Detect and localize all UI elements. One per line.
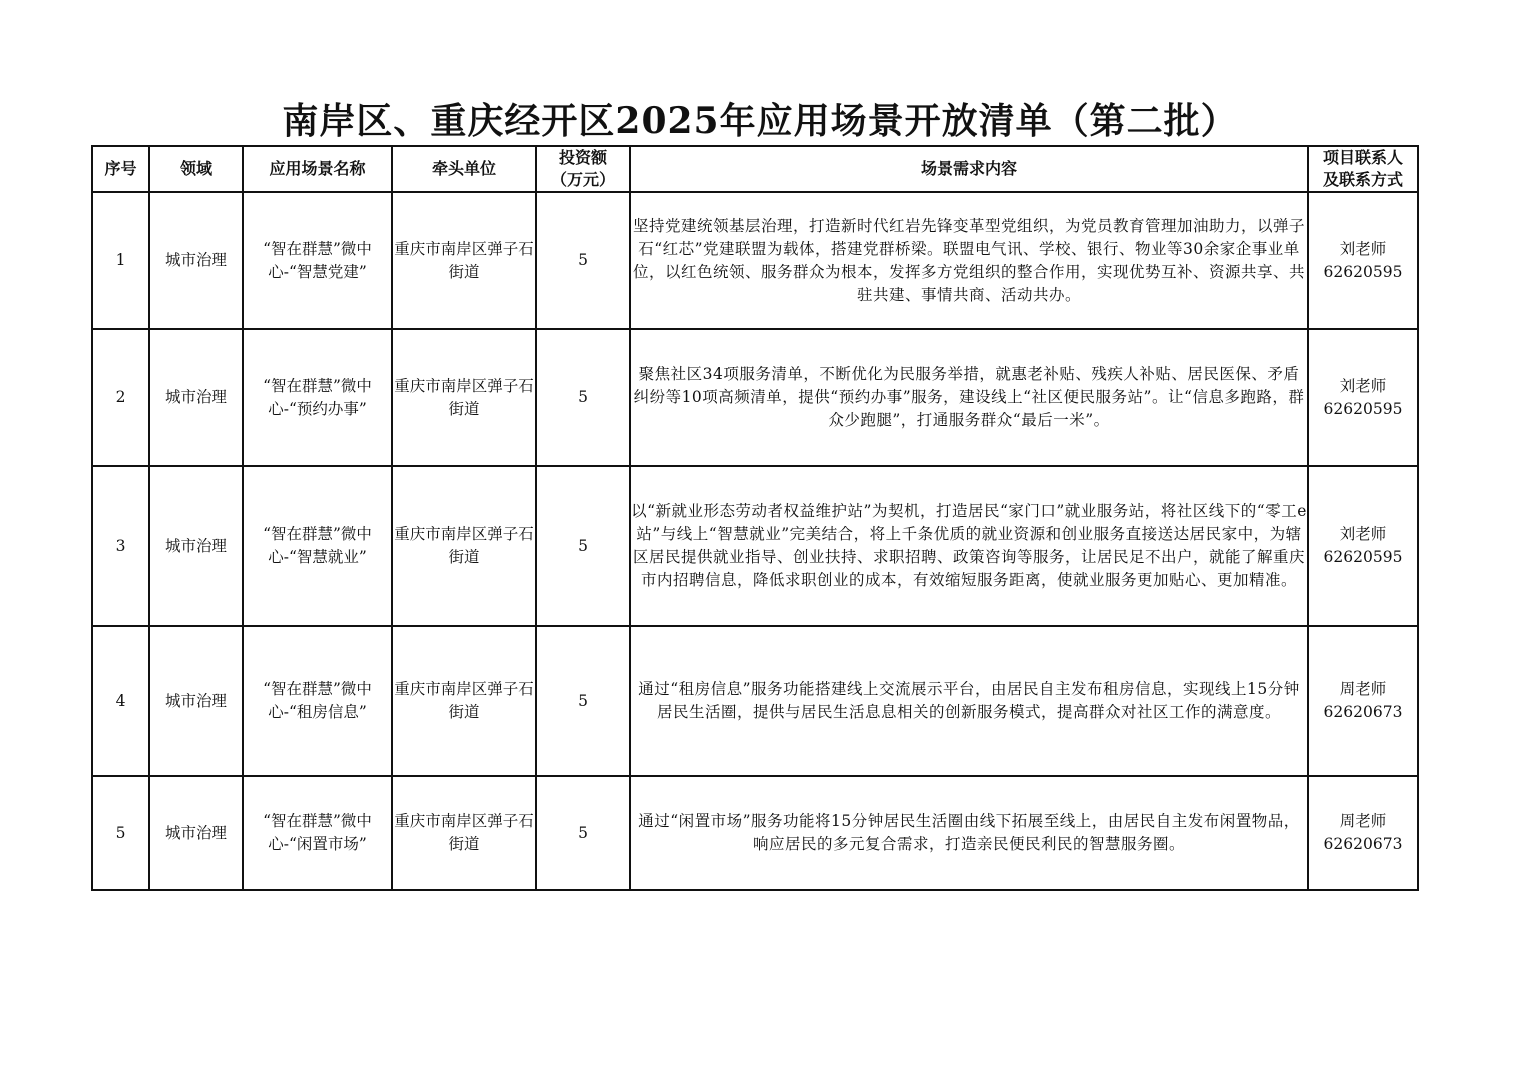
cell-scenario-name: “智在群慧”微中心-“智慧就业” [243,466,392,626]
contact-phone: 62620673 [1323,835,1403,853]
contact-name: 刘老师 [1339,376,1387,395]
cell-contact [1308,329,1418,466]
header-invest-line1: 投资额 [558,148,607,167]
cell-no: 3 [92,466,149,626]
cell-field: 城市治理 [149,329,243,466]
contact-phone: 62620595 [1323,548,1403,566]
header-content: 场景需求内容 [630,146,1308,192]
cell-lead-unit: 重庆市南岸区弹子石街道 [392,192,536,329]
header-no: 序号 [92,146,149,192]
header-name: 应用场景名称 [243,146,392,192]
cell-investment: 5 [536,466,630,626]
cell-field: 城市治理 [149,776,243,890]
cell-investment: 5 [536,192,630,329]
cell-contact [1308,776,1418,890]
table-row [92,466,1418,626]
cell-scenario-name: “智在群慧”微中心-“智慧党建” [243,192,392,329]
cell-contact [1308,626,1418,776]
contact-name: 刘老师 [1339,525,1387,543]
cell-lead-unit: 重庆市南岸区弹子石街道 [392,329,536,466]
contact-name: 周老师 [1339,812,1387,830]
cell-investment: 5 [536,329,630,466]
cell-requirement-content: 以“新就业形态劳动者权益维护站”为契机，打造居民“家门口”就业服务站，将社区线下的“零工e站”与线上“智慧就业”完美结合，将上千条优质的就业资源和创业服务直接送达居民家中，为辖区居民提供就业指导、创业扶持、求职招聘、政策咨询等服务，让居民足不出户，就能了解重庆市内招聘信息，降低求职创业的成本，有效缩短服务距离，使就业服务更加贴心、更加精准。 [630,466,1308,626]
contact-name: 刘老师 [1339,239,1387,258]
cell-lead-unit: 重庆市南岸区弹子石街道 [392,776,536,890]
cell-investment: 5 [536,626,630,776]
contact-phone: 62620595 [1323,262,1403,281]
cell-no: 2 [92,329,149,466]
cell-lead-unit: 重庆市南岸区弹子石街道 [392,466,536,626]
header-contact-line1: 项目联系人 [1322,148,1403,167]
table-row [92,776,1418,890]
cell-field: 城市治理 [149,192,243,329]
header-invest-line2: （万元） [550,170,615,189]
cell-contact [1308,192,1418,329]
header-contact [1308,146,1418,192]
cell-lead-unit: 重庆市南岸区弹子石街道 [392,626,536,776]
cell-requirement-content: 聚焦社区34项服务清单，不断优化为民服务举措，就惠老补贴、残疾人补贴、居民医保、矛盾纠纷等10项高频清单，提供“预约办事”服务，建设线上“社区便民服务站”。让“信息多跑路，群众少跑腿”，打通服务群众“最后一米”。 [630,329,1308,466]
cell-scenario-name: “智在群慧”微中心-“预约办事” [243,329,392,466]
cell-field: 城市治理 [149,466,243,626]
header-contact-line2: 及联系方式 [1322,170,1403,189]
cell-no: 1 [92,192,149,329]
contact-phone: 62620673 [1323,703,1403,721]
cell-requirement-content: 通过“闲置市场”服务功能将15分钟居民生活圈由线下拓展至线上，由居民自主发布闲置物品，响应居民的多元复合需求，打造亲民便民利民的智慧服务圈。 [630,776,1308,890]
table-row [92,192,1418,329]
scenario-list-table [91,145,1419,891]
header-field: 领域 [149,146,243,192]
cell-contact [1308,466,1418,626]
cell-scenario-name: “智在群慧”微中心-“租房信息” [243,626,392,776]
document-title: 南岸区、重庆经开区2025年应用场景开放清单（第二批） [282,100,1238,142]
contact-phone: 62620595 [1323,399,1403,418]
cell-scenario-name: “智在群慧”微中心-“闲置市场” [243,776,392,890]
cell-no: 4 [92,626,149,776]
cell-investment: 5 [536,776,630,890]
cell-requirement-content: 坚持党建统领基层治理，打造新时代红岩先锋变革型党组织，为党员教育管理加油助力，以弹子石“红芯”党建联盟为载体，搭建党群桥梁。联盟电气讯、学校、银行、物业等30余家企事业单位，以红色统领、服务群众为根本，发挥多方党组织的整合作用，实现优势互补、资源共享、共驻共建、事情共商、活动共办。 [630,192,1308,329]
header-unit: 牵头单位 [392,146,536,192]
contact-name: 周老师 [1339,680,1387,698]
table-row [92,329,1418,466]
table-header-row [92,146,1418,192]
cell-no: 5 [92,776,149,890]
cell-field: 城市治理 [149,626,243,776]
header-invest [536,146,630,192]
cell-requirement-content: 通过“租房信息”服务功能搭建线上交流展示平台，由居民自主发布租房信息，实现线上15分钟居民生活圈，提供与居民生活息息相关的创新服务模式，提高群众对社区工作的满意度。 [630,626,1308,776]
table-row [92,626,1418,776]
